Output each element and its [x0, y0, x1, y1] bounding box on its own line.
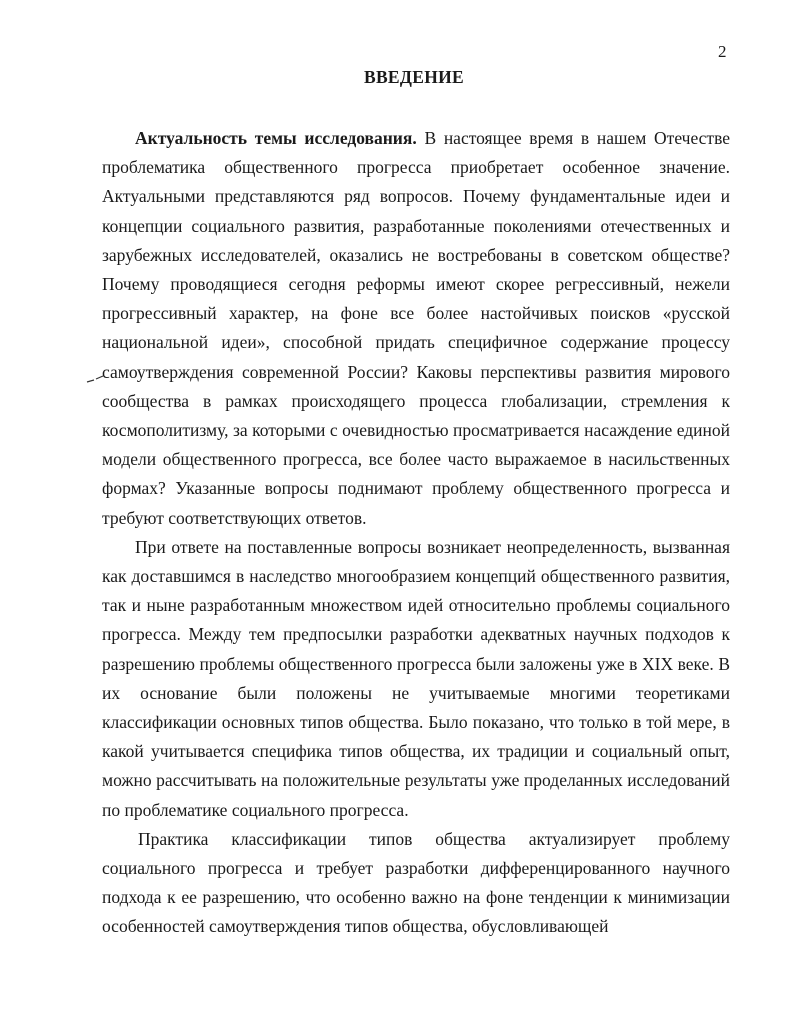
page-title: ВВЕДЕНИЕ — [363, 67, 465, 87]
paragraph-lead: Актуальность темы исследования. — [135, 128, 417, 148]
paragraph-text: В настоящее время в нашем Отечестве проблематика общественного прогресса приобретает особенное значение. Актуальными представляются ряд вопросов. Почему фундаментальные идеи и концепции социального развития, разработанные поколениями отечественных и зарубежных исследователей, оказались не востребованы в советском обществе? Почему проводящиеся сегодня реформы имеют скорее регрессивный, нежели прогрессивный характер, на фоне все более настойчивых поисков «русской национальной идеи», способной придать специфичное содержание процессу самоутверждения современной России? Каковы перспективы развития мирового сообщества в рамках происходящего процесса глобализации, стремления к космополитизму, за которыми с очевидностью просматривается насаждение единой модели общественного прогресса, все более часто выражаемое в насильственных формах? Указанные вопросы поднимают проблему общественного прогресса и требуют соответствующих ответов. — [102, 128, 730, 528]
paragraph-2: При ответе на поставленные вопросы возникает неопределенность, вызванная как доставшимся в наследство многообразием концепций общественного развития, так и ныне разработанным множеством идей относительно проблемы социального прогресса. Между тем предпосылки разработки адекватных научных подходов к разрешению проблемы общественного прогресса были заложены уже в XIX веке. В их основание были положены не учитываемые многими теоретиками классификации основных типов общества. Было показано, что только в той мере, в какой учитывается специфика типов общества, их традиции и социальный опыт, можно рассчитывать на положительные результаты уже проделанных исследований по проблематике социального прогресса. — [102, 536, 730, 820]
page-number: 2 — [718, 42, 727, 61]
paragraph-1 — [102, 124, 730, 533]
body-text — [102, 124, 730, 942]
paragraph-3: Практика классификации типов общества актуализирует проблему социального прогресса и требует разработки дифференцированного научного подхода к ее разрешению, что особенно важно на фоне тенденции к минимизации особенностей самоутверждения типов общества, обусловливающей — [102, 828, 730, 937]
